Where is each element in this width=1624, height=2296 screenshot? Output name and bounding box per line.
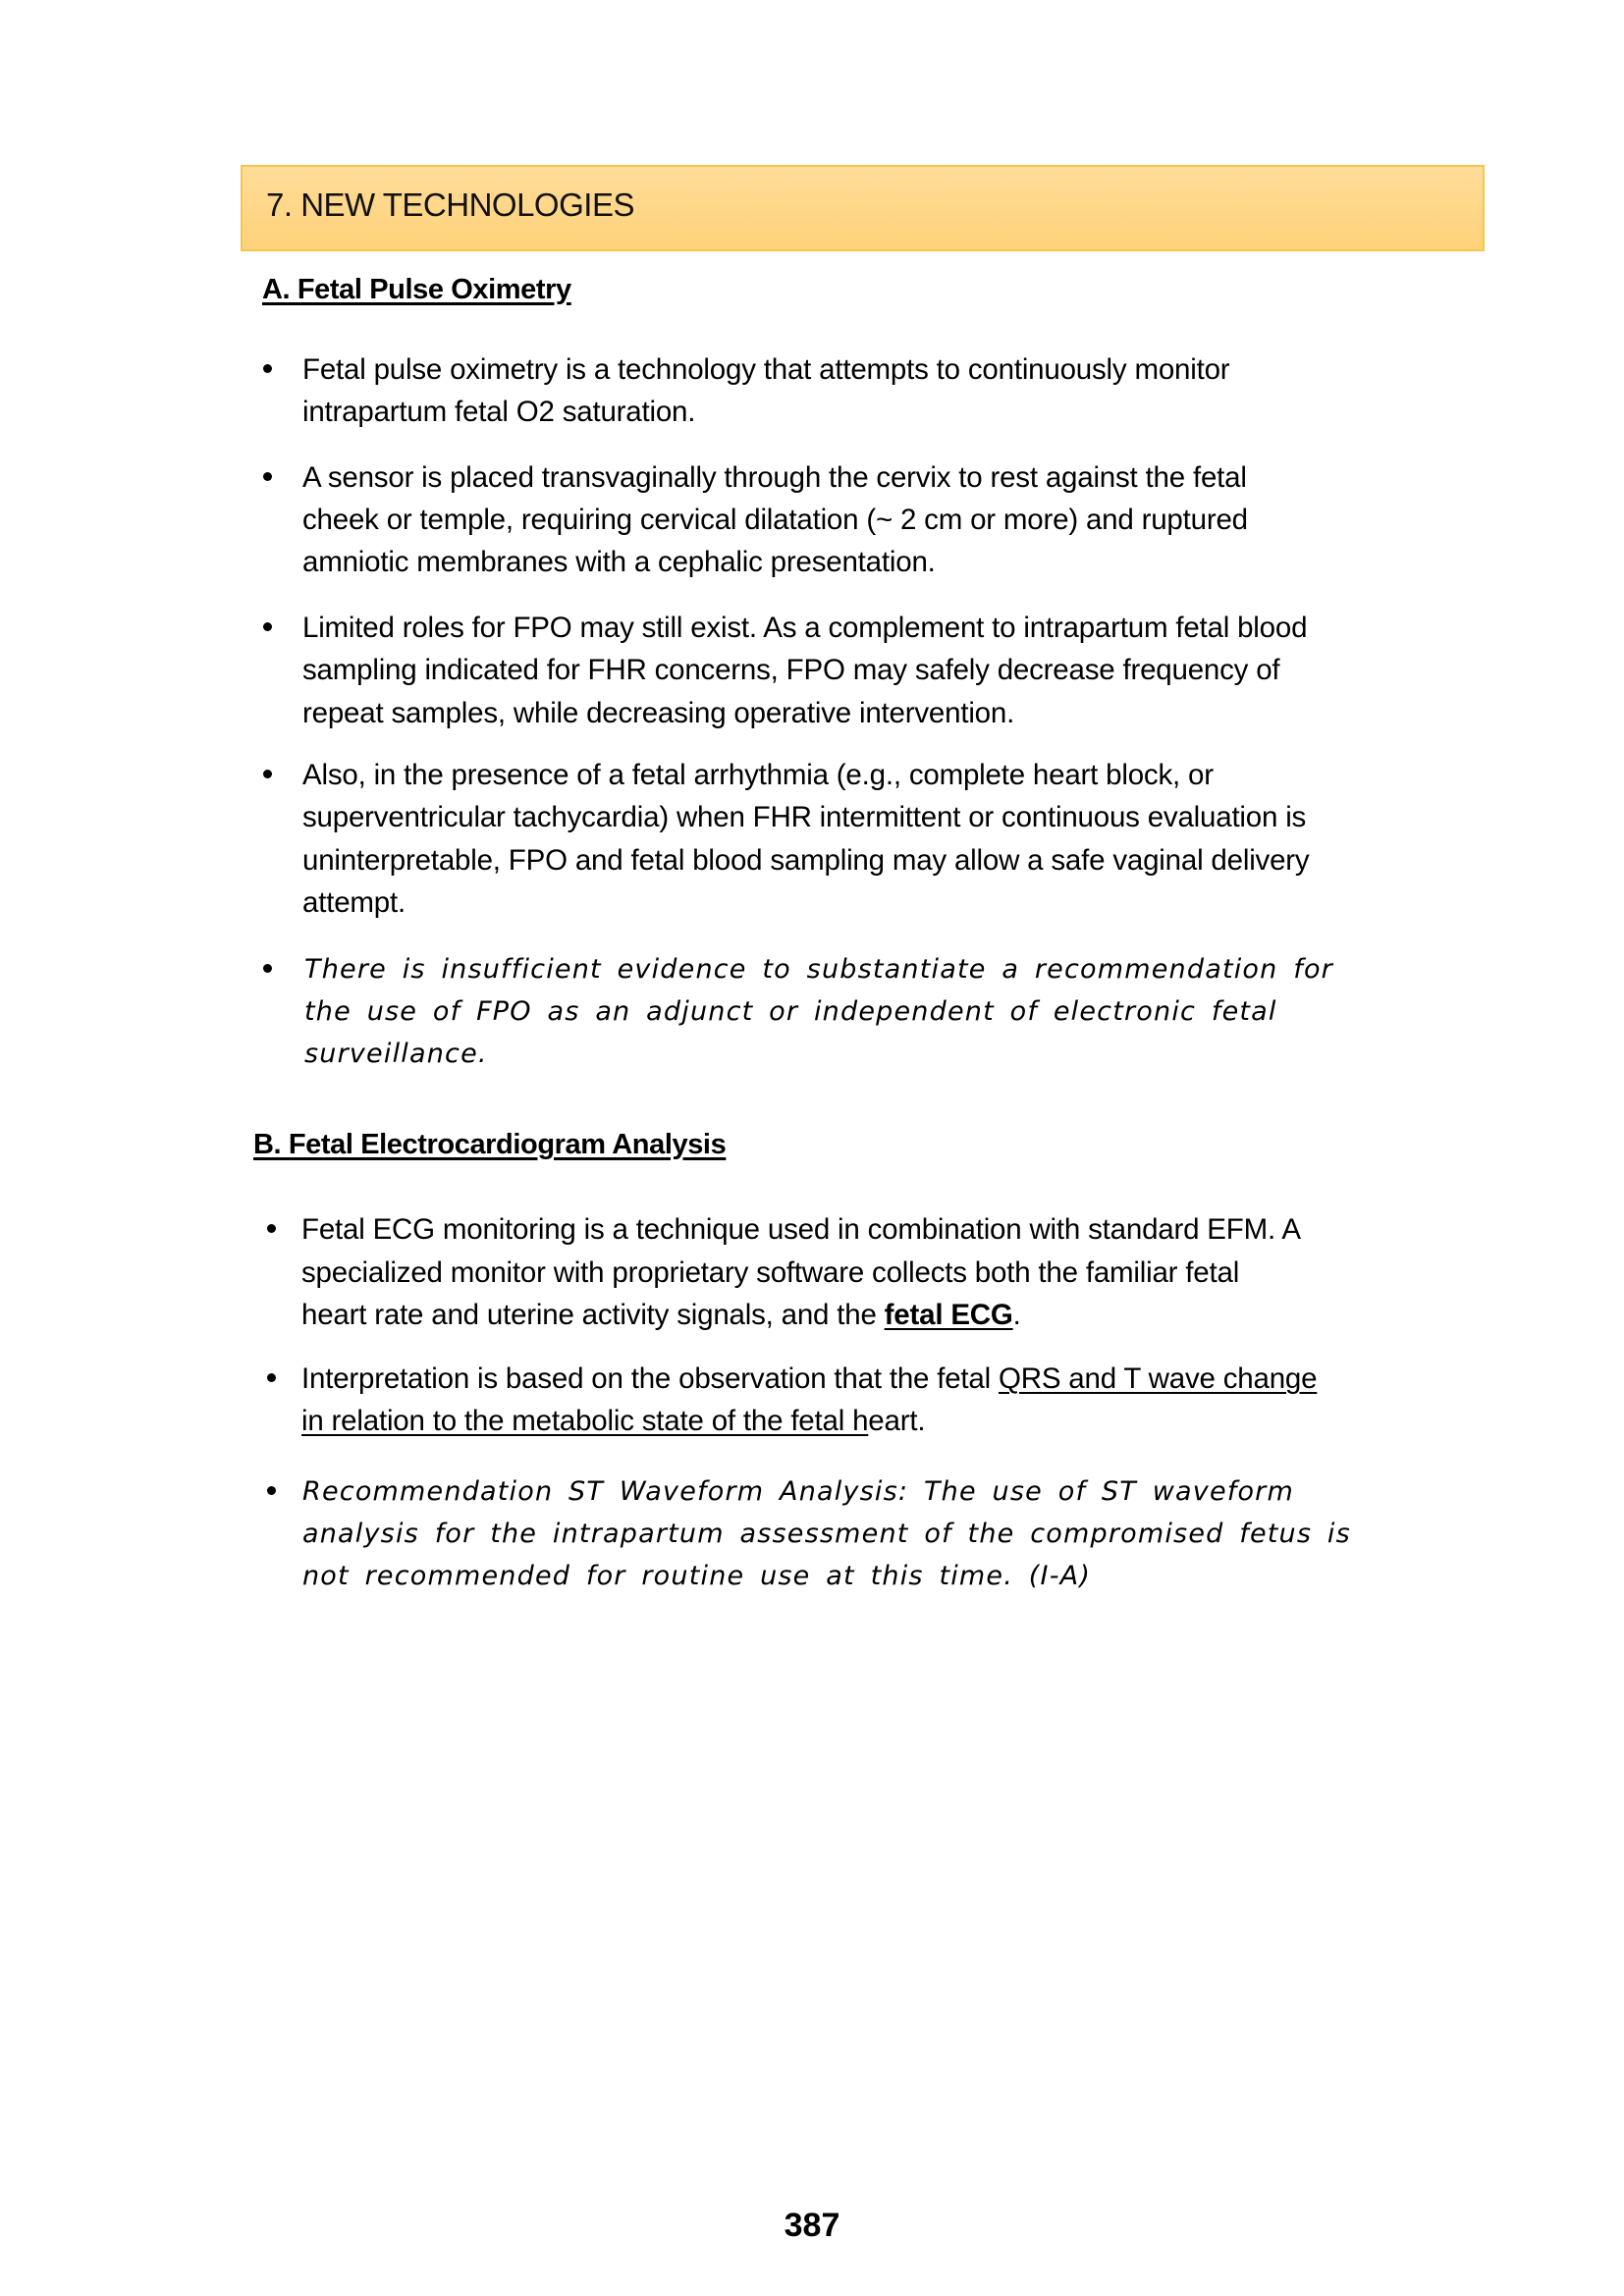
underlined-text: in relation to the metabolic state of the fetal h [301, 1405, 869, 1437]
list-item-line: Fetal ECG monitoring is a technique used in combination with standard EFM. A [301, 1213, 1301, 1246]
list-item-line: repeat samples, while decreasing operative intervention. [302, 697, 1015, 729]
list-item-line: specialized monitor with proprietary software collects both the familiar fetal [301, 1256, 1240, 1289]
text-fragment: Interpretation is based on the observation that the fetal [301, 1362, 999, 1395]
list-item-line [301, 1298, 1021, 1333]
subsection-b-heading: B. Fetal Electrocardiogram Analysis [253, 1129, 727, 1160]
list-item-line: A sensor is placed transvaginally through the cervix to rest against the fetal [302, 461, 1247, 494]
list-item-line: cheek or temple, requiring cervical dilatation (~ 2 cm or more) and ruptured [302, 504, 1248, 536]
list-item-line: amniotic membranes with a cephalic presentation. [302, 546, 936, 578]
list-item-line: Also, in the presence of a fetal arrhythmia (e.g., complete heart block, or [302, 759, 1214, 791]
bullet-icon [263, 622, 272, 631]
text-fragment: . [1012, 1299, 1021, 1331]
subsection-a-heading: A. Fetal Pulse Oximetry [262, 274, 571, 305]
bullet-icon [263, 472, 272, 481]
bullet-icon [267, 1373, 276, 1382]
bullet-icon [263, 770, 272, 778]
bullet-icon [267, 1486, 276, 1495]
bullet-icon [263, 364, 272, 373]
list-item-line [301, 1362, 1317, 1397]
recommendation-line: surveillance. [304, 1039, 488, 1069]
list-item-line: sampling indicated for FHR concerns, FPO may safely decrease frequency of [302, 654, 1280, 686]
list-item-line: uninterpretable, FPO and fetal blood sampling may allow a safe vaginal delivery [302, 844, 1310, 877]
list-item-line: superventricular tachycardia) when FHR intermittent or continuous evaluation is [302, 801, 1307, 833]
list-item-line: intrapartum fetal O2 saturation. [302, 396, 696, 428]
recommendation-line: Recommendation ST Waveform Analysis: The use of ST waveform [302, 1476, 1294, 1507]
list-item-line: Fetal pulse oximetry is a technology that attempts to continuously monitor [302, 353, 1230, 386]
section-title: 7. NEW TECHNOLOGIES [266, 187, 634, 223]
section-header-band [241, 165, 1485, 251]
fetal-ecg-emphasis: fetal ECG [884, 1299, 1013, 1331]
recommendation-line: not recommended for routine use at this time. (I-A) [302, 1561, 1092, 1591]
list-item-line [301, 1404, 925, 1439]
bullet-icon [263, 964, 272, 973]
underlined-text: QRS and T wave change [998, 1362, 1318, 1395]
text-fragment: eart. [868, 1405, 926, 1437]
recommendation-line: the use of FPO as an adjunct or independent of electronic fetal [304, 996, 1277, 1027]
bullet-icon [267, 1224, 276, 1233]
text-fragment: heart rate and uterine activity signals, and the [301, 1299, 885, 1331]
page-number: 387 [784, 2207, 840, 2244]
list-item-line: Limited roles for FPO may still exist. As a complement to intrapartum fetal blood [302, 612, 1308, 644]
recommendation-line: There is insufficient evidence to substantiate a recommendation for [304, 954, 1333, 985]
list-item-line: attempt. [302, 886, 406, 919]
recommendation-line: analysis for the intrapartum assessment of the compromised fetus is [302, 1519, 1351, 1549]
